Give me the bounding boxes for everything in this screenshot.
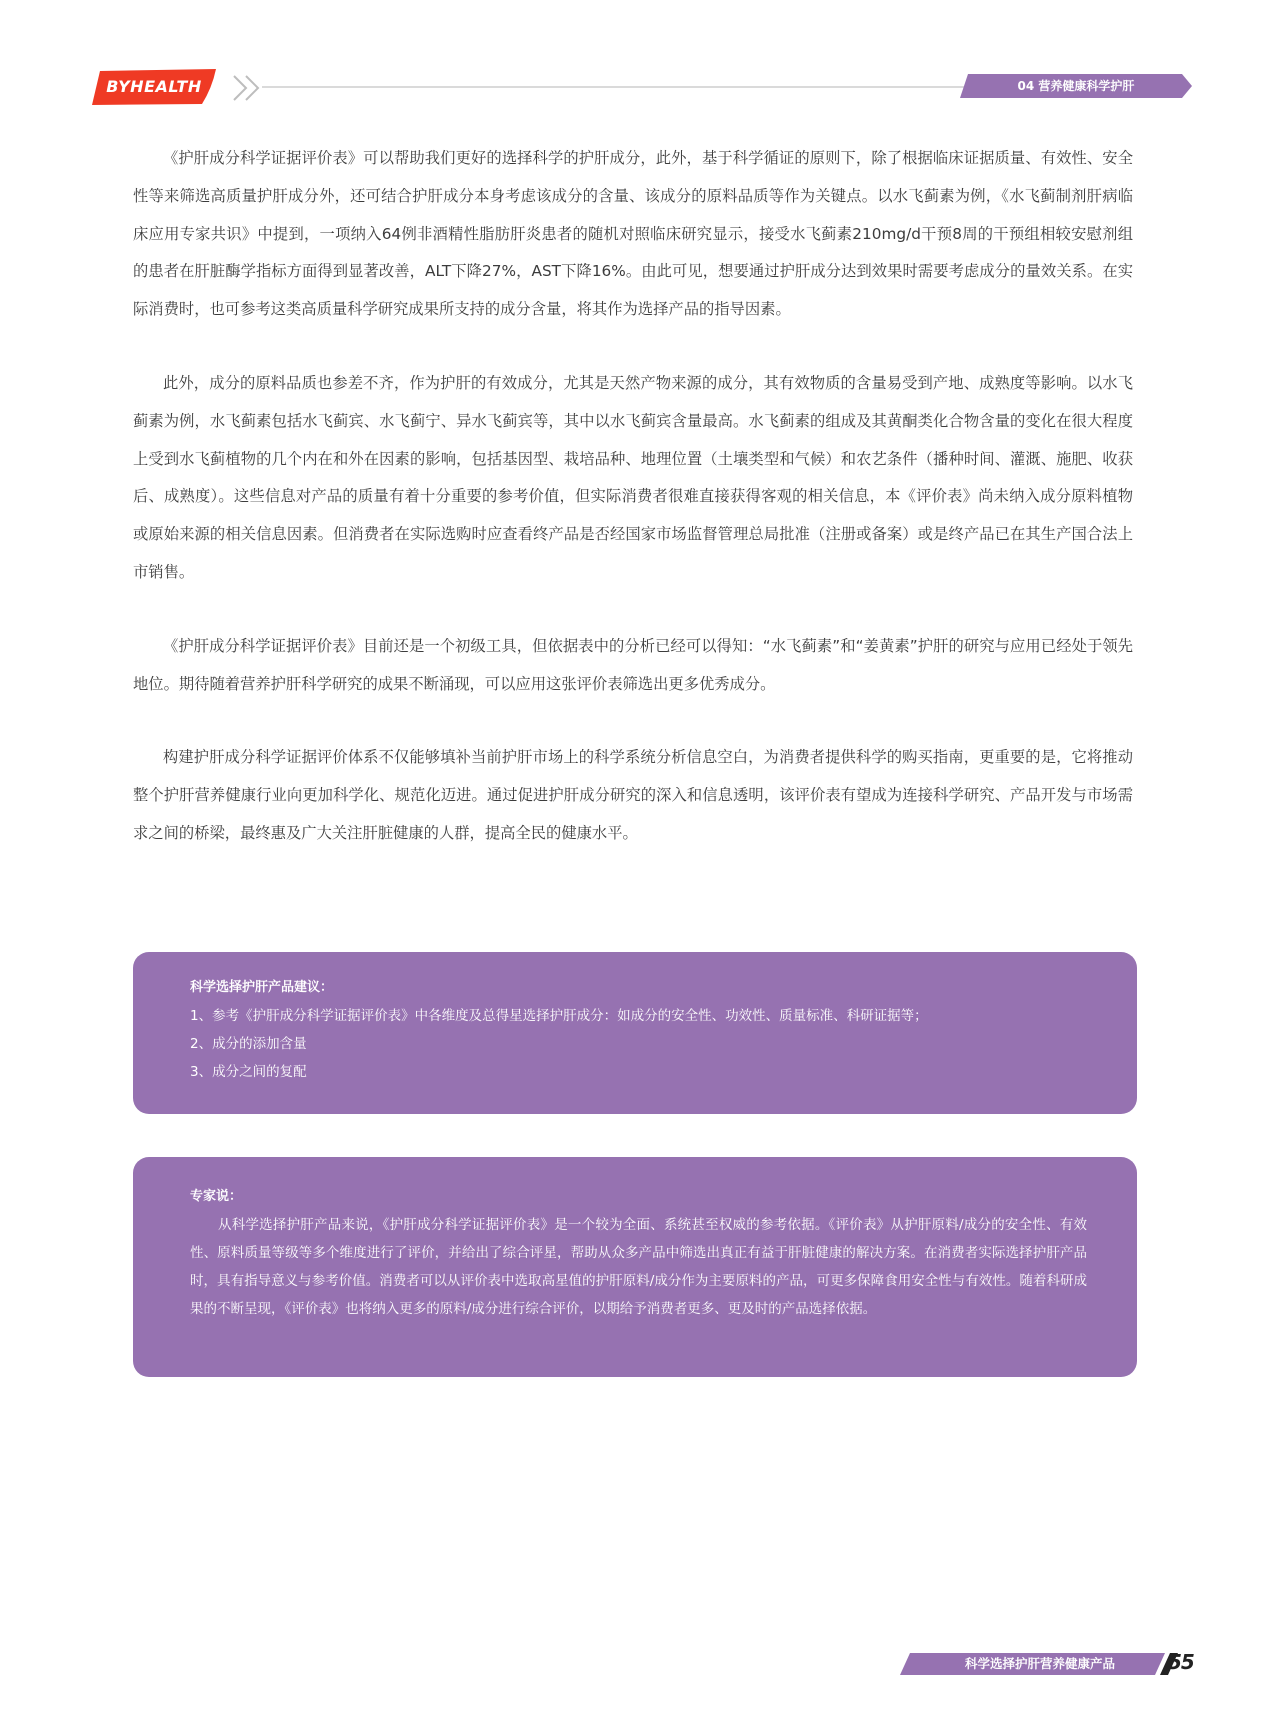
article-body [133, 140, 1133, 889]
expert-box [133, 1157, 1137, 1377]
section-tab [960, 74, 1192, 98]
page-number: 55 [1168, 1650, 1194, 1674]
body-paragraph: 《护肝成分科学证据评价表》目前还是一个初级工具，但依据表中的分析已经可以得知：“水飞蓟素”和“姜黄素”护肝的研究与应用已经处于领先地位。期待随着营养护肝科学研究的成果不断涌现，可以应用这张评价表筛选出更多优秀成分。 [133, 636, 1133, 693]
footer-banner [900, 1653, 1200, 1675]
advice-item: 2、成分的添加含量 [190, 1036, 307, 1052]
advice-item: 1、参考《护肝成分科学证据评价表》中各维度及总得星选择护肝成分：如成分的安全性、功效性、质量标准、科研证据等； [190, 1008, 928, 1024]
body-paragraph: 构建护肝成分科学证据评价体系不仅能够填补当前护肝市场上的科学系统分析信息空白，为消费者提供科学的购买指南，更重要的是，它将推动整个护肝营养健康行业向更加科学化、规范化迈进。通过促进护肝成分研究的深入和信息透明，该评价表有望成为连接科学研究、产品开发与市场需求之间的桥梁，最终惠及广大关注肝脏健康的人群，提高全民的健康水平。 [133, 748, 1133, 842]
body-paragraph: 《护肝成分科学证据评价表》可以帮助我们更好的选择科学的护肝成分，此外，基于科学循证的原则下，除了根据临床证据质量、有效性、安全性等来筛选高质量护肝成分外，还可结合护肝成分本身考虑该成分的含量、该成分的原料品质等作为关键点。以水飞蓟素为例，《水飞蓟制剂肝病临床应用专家共识》中提到，一项纳入64例非酒精性脂肪肝炎患者的随机对照临床研究显示，接受水飞蓟素210mg/d干预8周的干预组相较安慰剂组的患者在肝脏酶学指标方面得到显著改善，ALT下降27%，AST下降16%。由此可见，想要通过护肝成分达到效果时需要考虑成分的量效关系。在实际消费时，也可参考这类高质量科学研究成果所支持的成分含量，将其作为选择产品的指导因素。 [133, 149, 1133, 319]
advice-title: 科学选择护肝产品建议： [190, 980, 334, 995]
header-rule [232, 72, 972, 104]
brand-logo [90, 68, 218, 106]
advice-box [133, 952, 1137, 1114]
body-paragraph: 此外，成分的原料品质也参差不齐，作为护肝的有效成分，尤其是天然产物来源的成分，其有效物质的含量易受到产地、成熟度等影响。以水飞蓟素为例，水飞蓟素包括水飞蓟宾、水飞蓟宁、异水飞蓟宾等，其中以水飞蓟宾含量最高。水飞蓟素的组成及其黄酮类化合物含量的变化在很大程度上受到水飞蓟植物的几个内在和外在因素的影响，包括基因型、栽培品种、地理位置（土壤类型和气候）和农艺条件（播种时间、灌溉、施肥、收获后、成熟度）。这些信息对产品的质量有着十分重要的参考价值，但实际消费者很难直接获得客观的相关信息，本《评价表》尚未纳入成分原料植物或原始来源的相关信息因素。但消费者在实际选购时应查看终产品是否经国家市场监督管理总局批准（注册或备案）或是终产品已在其生产国合法上市销售。 [133, 373, 1133, 581]
expert-text: 从科学选择护肝产品来说，《护肝成分科学证据评价表》是一个较为全面、系统甚至权威的参考依据。《评价表》从护肝原料/成分的安全性、有效性、原料质量等级等多个维度进行了评价，并给出了综合评星，帮助从众多产品中筛选出真正有益于肝脏健康的解决方案。在消费者实际选择护肝产品时，具有指导意义与参考价值。消费者可以从评价表中选取高星值的护肝原料/成分作为主要原料的产品，可更多保障食用安全性与有效性。随着科研成果的不断呈现，《评价表》也将纳入更多的原料/成分进行综合评价，以期给予消费者更多、更及时的产品选择依据。 [190, 1217, 1087, 1317]
expert-title: 专家说： [190, 1189, 243, 1204]
advice-item: 3、成分之间的复配 [190, 1064, 307, 1080]
section-title: 04 营养健康科学护肝 [1017, 79, 1135, 93]
brand-name: BYHEALTH [106, 77, 202, 96]
footer-title: 科学选择护肝营养健康产品 [965, 1656, 1116, 1671]
